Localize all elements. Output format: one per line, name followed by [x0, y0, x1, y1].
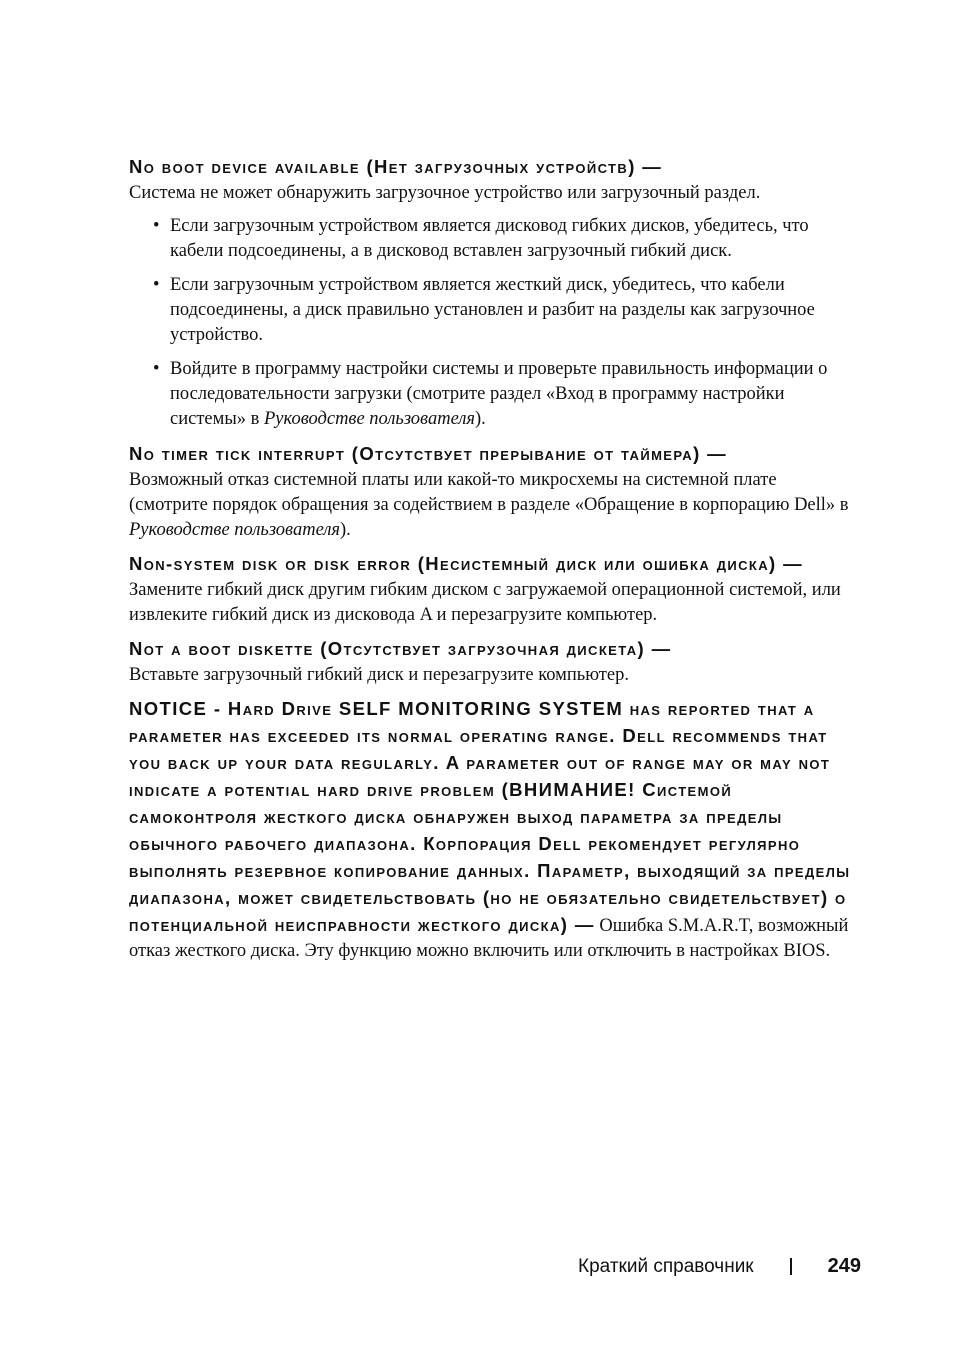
entry-description: Вставьте загрузочный гибкий диск и перезагрузите компьютер.	[129, 665, 629, 685]
entry-no-timer-tick	[129, 441, 853, 543]
entry-text: Возможный отказ системной платы или какой-то микросхемы на системной плате (смотрите порядок обращения за содействием в разделе «Обращение в корпорацию Dell» в	[129, 470, 849, 515]
list-item-text: Войдите в программу настройки системы и проверьте правильность информации о последовательности загрузки (смотрите раздел «Вход в программу настройки системы» в	[170, 359, 828, 429]
bullet-icon: •	[153, 216, 160, 236]
bullet-list	[129, 214, 853, 432]
entry-not-boot-diskette	[129, 636, 853, 688]
manual-title: Руководстве пользователя	[264, 409, 475, 429]
entry-heading: NOTICE - Hard Drive SELF MONITORING SYSTEM has reported that a parameter has exceeded its normal operating range. Dell recommends that you back up your data regularly. A parameter out of range may or may not indicate a potential hard drive problem (ВНИМАНИЕ! Системой самоконтроля жесткого диска обнаружен выход параметра за пределы обычного рабочего диапазона. Корпорация Dell рекомендует регулярно выполнять резервное копирование данных. Параметр, выходящий за пределы диапазона, может свидетельствовать (но не обязательно свидетельствует) о потенциальной неисправности жесткого диска) —	[129, 698, 851, 935]
footer-divider	[790, 1258, 792, 1275]
entry-non-system-disk	[129, 551, 853, 628]
list-item	[129, 214, 853, 264]
entry-heading: No timer tick interrupt (Отсутствует прерывание от таймера) —	[129, 443, 728, 464]
list-item-text: Если загрузочным устройством является дисковод гибких дисков, убедитесь, что кабели подсоединены, а в дисковод вставлен загрузочный гибкий диск.	[170, 216, 809, 261]
manual-title: Руководстве пользователя	[129, 520, 340, 540]
footer-section-title: Краткий справочник	[578, 1255, 754, 1277]
entry-description: Ошибка S.M.A.R.T, возможный отказ жесткого диска. Эту функцию можно включить или отключить в настройках BIOS.	[129, 916, 849, 961]
list-item	[129, 357, 853, 432]
bullet-icon: •	[153, 359, 160, 379]
entry-heading: Not a boot diskette (Отсутствует загрузочная дискета) —	[129, 638, 672, 659]
entry-heading: No boot device available (Нет загрузочных устройств) —	[129, 156, 663, 177]
list-item	[129, 273, 853, 348]
entry-description: Система не может обнаружить загрузочное устройство или загрузочный раздел.	[129, 183, 761, 203]
entry-description	[129, 468, 853, 543]
list-item-tail: ).	[474, 409, 486, 429]
entry-no-boot-device	[129, 154, 853, 432]
page-content	[129, 154, 853, 972]
list-item-text: Если загрузочным устройством является жесткий диск, убедитесь, что кабели подсоединены, а диск правильно установлен и разбит на разделы как загрузочное устройство.	[170, 275, 815, 345]
page-footer	[578, 1255, 861, 1278]
page-number: 249	[827, 1255, 861, 1277]
entry-tail: ).	[339, 520, 351, 540]
entry-smart-notice	[129, 696, 853, 964]
entry-heading: Non-system disk or disk error (Несистемный диск или ошибка диска) —	[129, 553, 804, 574]
entry-description: Замените гибкий диск другим гибким диском с загружаемой операционной системой, или извлеките гибкий диск из дисковода A и перезагрузите компьютер.	[129, 580, 841, 625]
bullet-icon: •	[153, 275, 160, 295]
